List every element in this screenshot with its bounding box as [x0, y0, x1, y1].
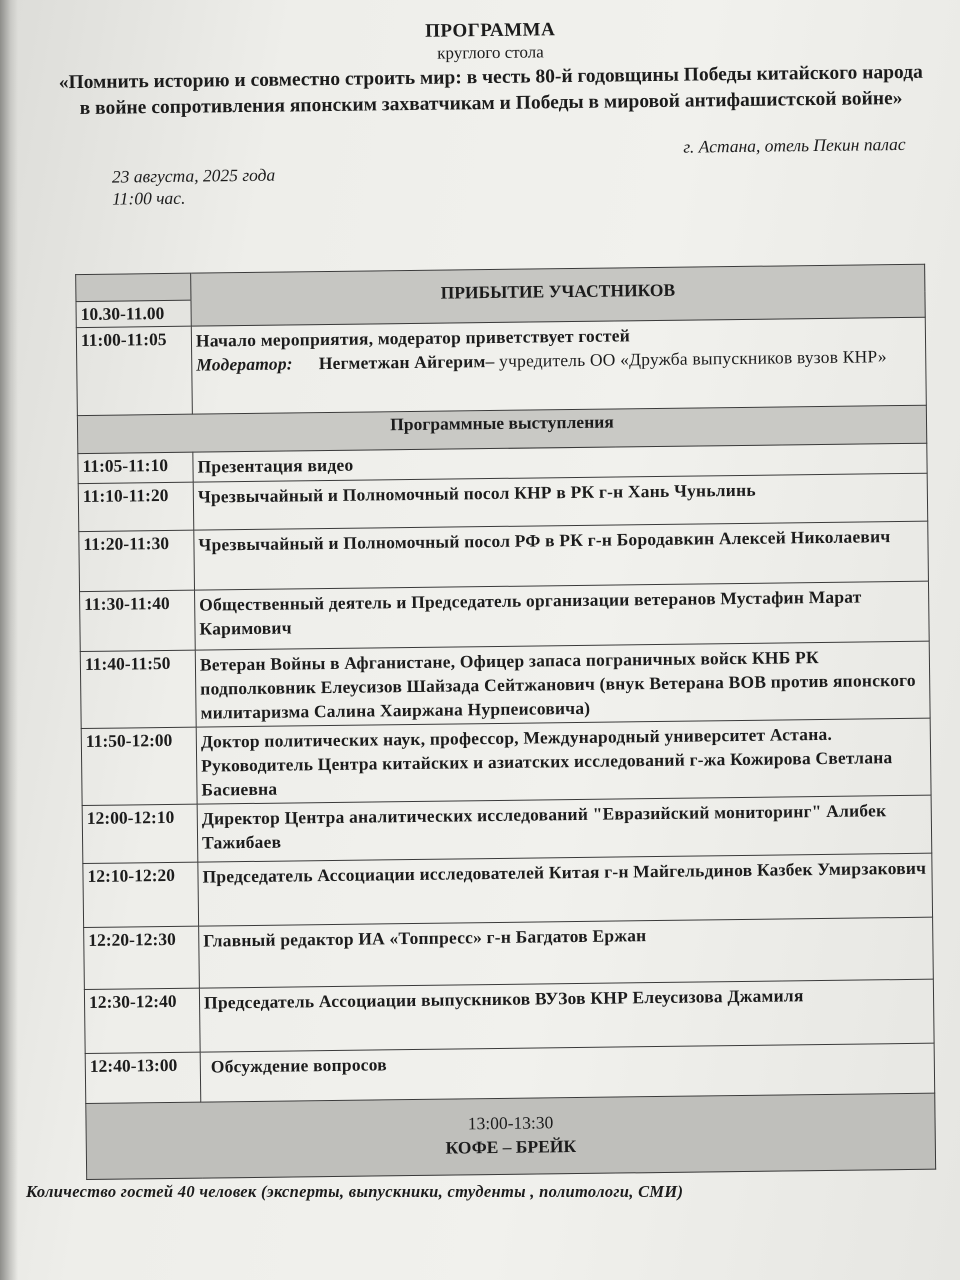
- item-time: 11:05-11:10: [78, 452, 193, 483]
- item-time: 12:20-12:30: [84, 926, 200, 989]
- item-text: Председатель Ассоциации выпускников ВУЗов КНР Елеусизова Джамиля: [199, 979, 934, 1052]
- coffee-break-row: [86, 1093, 936, 1179]
- moderator-role: учредитель ОО «Дружба выпускников вузов КНР»: [494, 346, 887, 371]
- item-text: Общественный деятель и Председатель организации ветеранов Мустафин Марат Каримович: [195, 581, 930, 650]
- table-row-opening: [76, 317, 926, 415]
- item-time: 12:40-13:00: [85, 1052, 201, 1103]
- table-row: [79, 521, 929, 591]
- item-time: 11:30-11:40: [80, 590, 196, 651]
- arrival-time: 10.30-11.00: [76, 300, 191, 327]
- table-row: [84, 917, 934, 989]
- coffee-break-time: 13:00-13:30: [467, 1112, 554, 1134]
- item-text: Директор Центра аналитических исследований "Евразийский мониторинг" Алибек Тажибаев: [197, 795, 932, 862]
- item-time: 12:30-12:40: [84, 988, 200, 1053]
- event-date: 23 августа, 2025 года: [111, 164, 276, 187]
- coffee-break-cell: [86, 1093, 936, 1179]
- opening-cell: [191, 317, 926, 414]
- item-text: Презентация видео: [193, 443, 927, 482]
- event-place: г. Астана, отель Пекин палас: [683, 133, 906, 157]
- event-theme: «Помнить историю и совместно строить мир: в честь 80-й годовщины Победы китайского народа в войне сопротивления японским захватчикам и Победы в мировой антифашистской войне»: [58, 61, 923, 120]
- item-time: 11:10-11:20: [78, 482, 194, 531]
- item-time: 11:50-12:00: [81, 727, 197, 805]
- table-row: [84, 979, 934, 1053]
- table-row: [83, 853, 933, 927]
- page-title: ПРОГРАММА: [425, 19, 556, 42]
- event-date-block: [112, 164, 276, 210]
- item-text: Доктор политических наук, профессор, Международный университет Астана. Руководитель Центра китайских и азиатских исследований г-жа Кожирова Светлана Басиевна: [196, 718, 931, 804]
- item-text: Председатель Ассоциации исследователей Китая г-н Майгельдинов Казбек Умирзакович: [198, 853, 933, 926]
- document: [40, 9, 942, 1158]
- moderator-label: Модератор:: [196, 353, 293, 375]
- program-table: [75, 264, 936, 1180]
- table-row: [81, 718, 931, 805]
- guests-footnote: Количество гостей 40 человек (эксперты, выпускники, студенты , политологи, СМИ): [26, 1182, 684, 1201]
- item-text: Главный редактор ИА «Топпресс» г-н Багдатов Ержан: [199, 917, 934, 988]
- arrival-title: ПРИБЫТИЕ УЧАСТНИКОВ: [191, 264, 926, 326]
- page-subtitle: круглого стола: [437, 42, 544, 63]
- item-text: Обсуждение вопросов: [200, 1043, 935, 1102]
- item-time: 11:40-11:50: [80, 650, 196, 728]
- table-row: [80, 641, 930, 728]
- item-text: Ветеран Войны в Афганистане, Офицер запаса пограничных войск КНБ РК подполковник Елеусизов Шайзада Сейтжанович (внук Ветерана ВОВ против японского милитаризма Салина Хаиржана Нурпеисовича): [195, 641, 930, 727]
- table-row: [82, 795, 932, 863]
- opening-time: 11:00-11:05: [76, 326, 192, 415]
- item-time: 12:00-12:10: [82, 804, 198, 863]
- opening-text: Начало мероприятия, модератор приветствует гостей: [195, 325, 631, 351]
- moderator-name: Негметжан Айгерим–: [318, 350, 495, 374]
- coffee-break-title: КОФЕ – БРЕЙК: [445, 1136, 577, 1158]
- item-time: 11:20-11:30: [79, 530, 195, 591]
- table-row: [80, 581, 930, 651]
- section-title: Программные выступления: [77, 405, 926, 453]
- item-text: Чрезвычайный и Полномочный посол РФ в РК г-н Бородавкин Алексей Николаевич: [194, 521, 929, 590]
- page-edge-shadow: [0, 0, 18, 1280]
- item-text: Чрезвычайный и Полномочный посол КНР в РК г-н Хань Чуньлинь: [193, 473, 928, 530]
- item-time: 12:10-12:20: [83, 862, 199, 927]
- event-start-time: 11:00 час.: [112, 187, 186, 209]
- event-meta: [41, 111, 942, 222]
